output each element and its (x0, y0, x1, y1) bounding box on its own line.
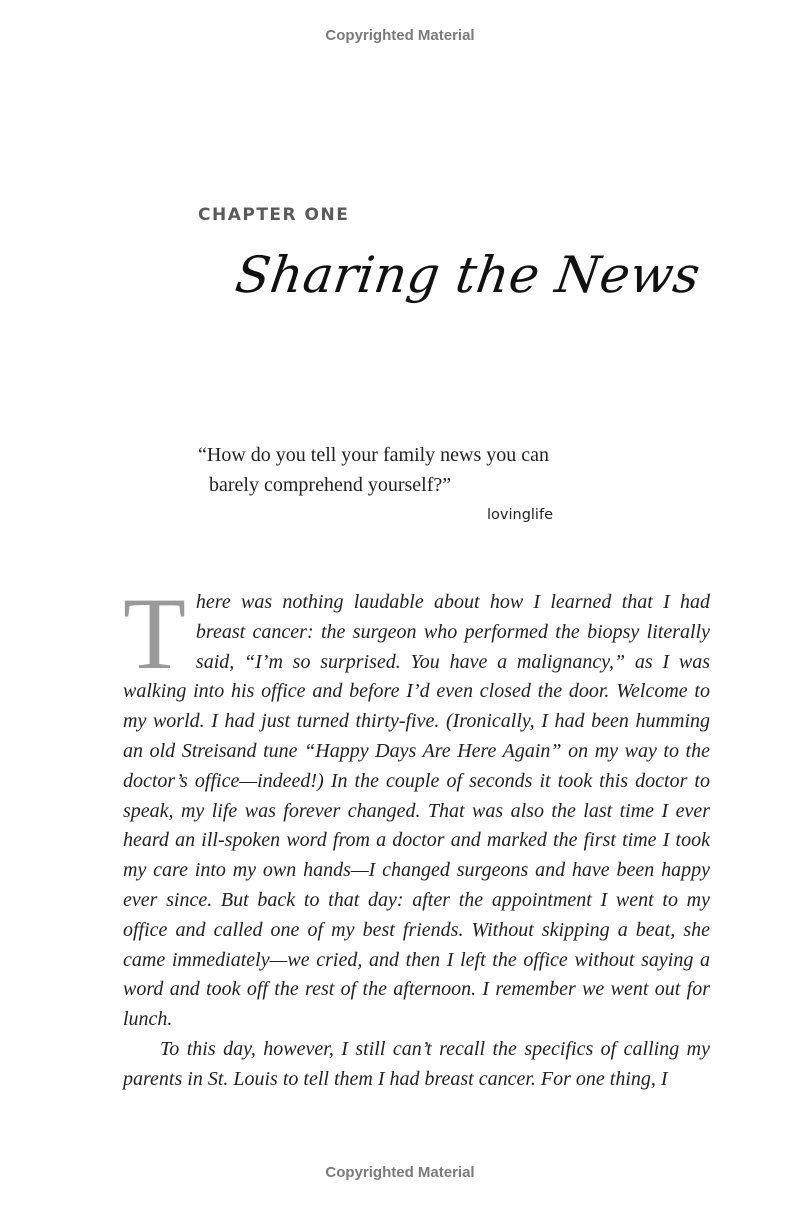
copyright-watermark-top: Copyrighted Material (325, 27, 475, 44)
epigraph (198, 440, 598, 500)
epigraph-line-1: “How do you tell your family news you can (198, 444, 550, 466)
paragraph-1-text: here was nothing laudable about how I learned that I had breast cancer: the surgeon who performed the biopsy literally said, “I’m so surprised. You have a malignancy,” as I was walking into his office and before I’d even closed the door. Welcome to my world. I had just turned thirty-five. (Ironically, I had been humming an old Streisand tune “Happy Days Are Here Again” on my way to the doctor’s office—indeed!) In the couple of seconds it took this doctor to speak, my life was forever changed. That was also the last time I ever heard an ill-spoken word from a doctor and marked the first time I took my care into my own hands—I changed surgeons and have been happy ever since. But back to that day: after the appointment I went to my office and called one of my best friends. Without skipping a beat, she came immediately—we cried, and then I left the office without saying a word and took off the rest of the afternoon. I remember we went out for lunch. (123, 591, 710, 1031)
epigraph-line-2: barely comprehend yourself?” (209, 474, 452, 496)
copyright-watermark-bottom: Copyrighted Material (325, 1164, 475, 1181)
chapter-title: Sharing the News (231, 246, 704, 304)
paragraph-1 (123, 577, 710, 1035)
paragraph-2: To this day, however, I still can’t recall the specifics of calling my parents in St. Louis to tell them I had breast cancer. For one thing, I (123, 1037, 710, 1090)
epigraph-attribution: lovinglife (487, 507, 553, 523)
chapter-label: CHAPTER ONE (198, 205, 350, 225)
drop-cap: T (123, 577, 186, 691)
body-text (123, 577, 710, 1095)
